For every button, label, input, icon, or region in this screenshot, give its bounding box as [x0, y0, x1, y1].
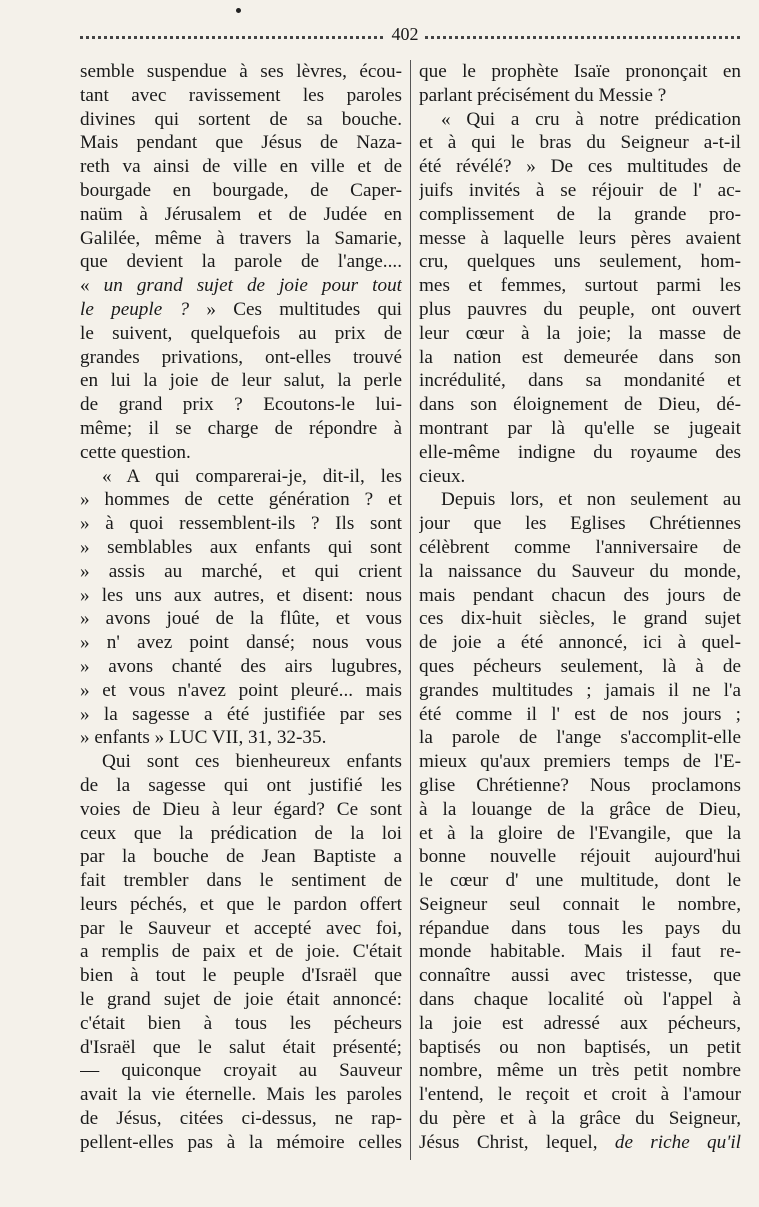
text-line — [80, 703, 402, 727]
line-text: et à qui le bras du Seigneur a-t-il — [419, 132, 741, 154]
line-italic: un grand sujet de joie pour tout — [103, 275, 402, 297]
line-text: baptisés ou non baptisés, un petit — [419, 1036, 741, 1058]
line-text: d'Israël que le salut était présenté; — [80, 1036, 402, 1058]
text-line — [80, 536, 402, 560]
line-text: » avons chanté des airs lugubres, — [80, 655, 402, 677]
line-text: cette question. — [80, 441, 191, 463]
line-text: de la sagesse qui ont justifié les — [80, 774, 402, 796]
line-text: Qui sont ces bienheureux enfants — [102, 751, 402, 773]
line-text: voies de Dieu à leur égard? Ce sont — [80, 798, 402, 820]
line-text: » semblables aux enfants qui sont — [80, 536, 402, 558]
text-line — [419, 560, 741, 584]
text-line — [80, 940, 402, 964]
text-line — [80, 417, 402, 441]
text-line — [80, 631, 402, 655]
text-line — [80, 869, 402, 893]
text-line — [80, 346, 402, 370]
text-line — [419, 869, 741, 893]
line-text: fait trembler dans le sentiment de — [80, 870, 402, 892]
line-text: reth va ainsi de ville en ville et de — [80, 156, 402, 178]
line-text: Mais pendant que Jésus de Naza- — [80, 132, 402, 154]
text-line — [419, 1107, 741, 1131]
text-line — [80, 108, 402, 132]
text-line — [419, 155, 741, 179]
text-line — [419, 60, 741, 84]
text-line — [419, 488, 741, 512]
text-line — [80, 465, 402, 489]
text-line — [80, 726, 402, 750]
line-text: de Jésus, citées ci-dessus, ne rap- — [80, 1108, 402, 1130]
line-text: mes et femmes, surtout parmi les — [419, 275, 741, 297]
text-line — [80, 393, 402, 417]
line-text: du père et à la grâce du Seigneur, — [419, 1108, 741, 1130]
line-text: connaître aussi avec tristesse, que — [419, 965, 741, 987]
line-text: été révélé? » De ces multitudes de — [419, 156, 741, 178]
text-line — [80, 1012, 402, 1036]
text-line — [80, 1036, 402, 1060]
text-line — [80, 655, 402, 679]
line-text: de grand prix ? Ecoutons-le lui- — [80, 394, 402, 416]
line-text: incrédulité, dans sa mondanité et — [419, 370, 741, 392]
text-line — [419, 679, 741, 703]
line-text: a remplis de paix et de joie. C'était — [80, 941, 402, 963]
text-line — [419, 655, 741, 679]
line-text: à la louange de la grâce de Dieu, — [419, 798, 741, 820]
text-line — [419, 1131, 741, 1155]
text-line — [419, 845, 741, 869]
line-text: grandes privations, ont-elles trouvé — [80, 346, 402, 368]
text-line — [80, 322, 402, 346]
line-text: même; il se charge de répondre à — [80, 417, 402, 439]
text-line — [419, 346, 741, 370]
text-line — [419, 274, 741, 298]
text-line — [419, 465, 741, 489]
text-line — [419, 822, 741, 846]
line-text: » et vous n'avez point pleuré... mais — [80, 679, 402, 701]
page-number: 402 — [391, 24, 419, 44]
text-line — [419, 417, 741, 441]
line-text: bonne nouvelle réjouit aujourd'hui — [419, 846, 741, 868]
line-text: Seigneur seul connait le nombre, — [419, 893, 741, 915]
ink-dot — [236, 8, 241, 13]
text-line — [80, 964, 402, 988]
text-line — [80, 1107, 402, 1131]
line-text: mais pendant chacun des jours de — [419, 584, 741, 606]
text-line — [80, 798, 402, 822]
text-line — [80, 512, 402, 536]
text-line — [80, 131, 402, 155]
text-line — [419, 536, 741, 560]
line-text: « Qui a cru à notre prédication — [441, 108, 741, 130]
text-line — [80, 84, 402, 108]
text-line — [419, 250, 741, 274]
text-line — [419, 1083, 741, 1107]
line-text: ceux que la prédication de la loi — [80, 822, 402, 844]
text-line — [419, 512, 741, 536]
text-line — [80, 893, 402, 917]
text-line — [419, 750, 741, 774]
line-text: répandue dans tous les pays du — [419, 917, 741, 939]
line-text: mieux qu'aux premiers temps de l'E- — [419, 751, 741, 773]
text-line — [80, 227, 402, 251]
line-text: la naissance du Sauveur du monde, — [419, 560, 741, 582]
line-text: le grand sujet de joie était annoncé: — [80, 989, 402, 1011]
text-line — [80, 560, 402, 584]
line-text: juifs invités à se réjouir de l' ac- — [419, 179, 741, 201]
line-text: » la sagesse a été justifiée par ses — [80, 703, 402, 725]
line-text: dans chaque localité où l'appel à — [419, 989, 741, 1011]
line-text: en lui la joie de leur salut, la perle — [80, 370, 402, 392]
text-line — [419, 631, 741, 655]
text-line — [80, 822, 402, 846]
line-text: bien à tout le peuple d'Israël que — [80, 965, 402, 987]
line-text: messe à laquelle leurs pères avaient — [419, 227, 741, 249]
text-line — [419, 227, 741, 251]
line-text: célèbrent comme l'anniversaire de — [419, 536, 741, 558]
text-line — [419, 179, 741, 203]
line-text: grandes multitudes ; jamais il ne l'a — [419, 679, 741, 701]
text-line — [80, 60, 402, 84]
line-text: c'était bien à tous les pécheurs — [80, 1012, 402, 1034]
text-line — [419, 203, 741, 227]
text-line — [419, 322, 741, 346]
text-line — [419, 798, 741, 822]
line-text: de joie a été annoncé, ici à quel- — [419, 632, 741, 654]
text-line — [419, 1012, 741, 1036]
text-line — [419, 393, 741, 417]
line-text: montrant par là qu'elle se jugeait — [419, 417, 741, 439]
column-divider — [410, 60, 411, 1160]
line-text: le cœur d' une multitude, dont le — [419, 870, 741, 892]
left-column — [80, 60, 402, 1155]
line-text: jour que les Eglises Chrétiennes — [419, 513, 741, 535]
text-line — [80, 155, 402, 179]
text-line — [80, 1131, 402, 1155]
line-text: bourgade en bourgade, de Caper- — [80, 179, 402, 201]
line-text: le suivent, quelquefois au prix de — [80, 322, 402, 344]
line-text: par le Sauveur et accepté avec foi, — [80, 917, 402, 939]
line-text: monde habitable. Mais il faut re- — [419, 941, 741, 963]
line-italic: de riche qu'il — [614, 1131, 741, 1153]
line-text: elle-même indigne du royaume des — [419, 441, 741, 463]
text-line — [80, 584, 402, 608]
page-header — [80, 24, 740, 44]
text-line — [80, 679, 402, 703]
line-text: et à la gloire de l'Evangile, que la — [419, 822, 741, 844]
text-line — [419, 893, 741, 917]
text-line — [419, 607, 741, 631]
line-text: la nation est demeurée dans son — [419, 346, 741, 368]
line-text: « A qui comparerai-je, dit-il, les — [102, 465, 402, 487]
text-line — [80, 274, 402, 298]
line-text: naüm à Jérusalem et de Judée en — [80, 203, 402, 225]
line-text: — quiconque croyait au Sauveur — [80, 1060, 402, 1082]
text-line — [419, 917, 741, 941]
line-text: été comme il l' est de nos jours ; — [419, 703, 741, 725]
line-text: leurs péchés, et que le pardon offert — [80, 893, 402, 915]
line-text: que le prophète Isaïe prononçait en — [419, 61, 741, 82]
text-line — [419, 726, 741, 750]
line-text: complissement de la grande pro- — [419, 203, 741, 225]
line-text: » assis au marché, et qui crient — [80, 560, 402, 582]
line-text: » avons joué de la flûte, et vous — [80, 608, 402, 630]
line-text: dans son éloignement de Dieu, dé- — [419, 394, 741, 416]
text-line — [80, 298, 402, 322]
text-line — [80, 1083, 402, 1107]
text-line — [419, 774, 741, 798]
line-text: par la bouche de Jean Baptiste a — [80, 846, 402, 868]
line-text: la parole de l'ange s'accomplit-elle — [419, 727, 741, 749]
line-text: nombre, même un très petit nombre — [419, 1060, 741, 1082]
line-text: cru, quelques uns seulement, hom- — [419, 251, 741, 273]
text-line — [80, 1059, 402, 1083]
text-line — [80, 369, 402, 393]
right-column — [419, 60, 741, 1155]
text-line — [80, 179, 402, 203]
line-text: avait la vie éternelle. Mais les paroles — [80, 1084, 402, 1106]
line-text: ques pécheurs seulement, là à de — [419, 655, 741, 677]
line-text: pellent-elles pas à la mémoire celles — [80, 1131, 402, 1153]
line-text: « — [80, 275, 104, 297]
line-text: » enfants » LUC VII, 31, 32-35. — [80, 727, 327, 749]
text-line — [419, 940, 741, 964]
line-text: » les uns aux autres, et disent: nous — [80, 584, 402, 606]
line-italic: le peuple ? — [80, 298, 190, 320]
line-text: cieux. — [419, 465, 466, 487]
text-line — [80, 488, 402, 512]
text-line — [80, 607, 402, 631]
line-text: » hommes de cette génération ? et — [80, 489, 402, 511]
line-text: glise Chrétienne? Nous proclamons — [419, 774, 741, 796]
text-line — [419, 1036, 741, 1060]
text-line — [419, 584, 741, 608]
line-text: » n' avez point dansé; nous vous — [80, 632, 402, 654]
text-line — [419, 108, 741, 132]
line-text: plus pauvres du peuple, ont ouvert — [419, 298, 741, 320]
text-line — [419, 84, 741, 108]
line-text: la joie est adressé aux pécheurs, — [419, 1012, 741, 1034]
line-text: » à quoi ressemblent-ils ? Ils sont — [80, 513, 402, 535]
line-text: l'entend, le reçoit et croit à l'amour — [419, 1084, 741, 1106]
line-text: Galilée, même à travers la Samarie, — [80, 227, 402, 249]
text-line — [419, 988, 741, 1012]
text-line — [419, 964, 741, 988]
text-line — [419, 131, 741, 155]
text-line — [80, 917, 402, 941]
line-text: Depuis lors, et non seulement au — [441, 489, 741, 511]
text-line — [80, 774, 402, 798]
text-line — [419, 441, 741, 465]
line-text: leur cœur à la joie; la masse de — [419, 322, 741, 344]
header-rule-right — [425, 36, 740, 39]
line-text: ces dix-huit siècles, le grand sujet — [419, 608, 741, 630]
text-line — [80, 988, 402, 1012]
line-text: que devient la parole de l'ange.... — [80, 251, 402, 273]
line-text: parlant précisément du Messie ? — [419, 84, 667, 106]
line-text: divines qui sortent de sa bouche. — [80, 108, 402, 130]
text-line — [80, 441, 402, 465]
text-line — [80, 750, 402, 774]
line-text: tant avec ravissement les paroles — [80, 84, 402, 106]
line-text-tail: » Ces multitudes qui — [189, 298, 402, 320]
line-text: Jésus Christ, lequel, — [419, 1131, 615, 1153]
text-line — [80, 250, 402, 274]
text-line — [80, 845, 402, 869]
header-rule-left — [80, 36, 385, 39]
text-line — [419, 298, 741, 322]
text-line — [419, 1059, 741, 1083]
text-line — [419, 369, 741, 393]
line-text: semble suspendue à ses lèvres, écou- — [80, 61, 402, 82]
text-line — [80, 203, 402, 227]
text-line — [419, 703, 741, 727]
